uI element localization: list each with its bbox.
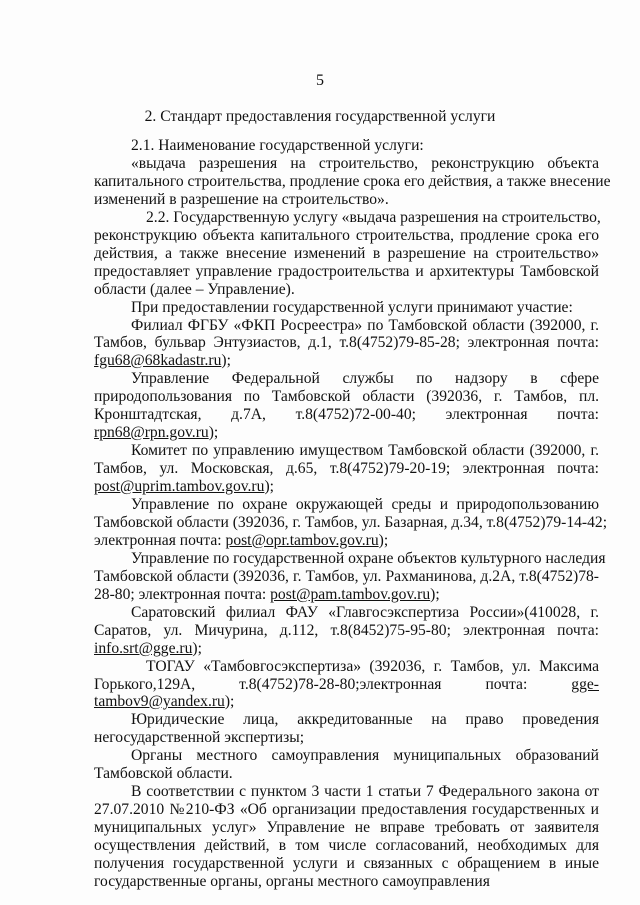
paragraph-line: осуществления действий, в том числе согласований, необходимых для [94,837,599,854]
paragraph-line: ТОГАУ «Тамбовгосэкспертиза» (392036, г. Тамбов, ул. Максима [146,658,599,675]
paragraph-line: 2.2. Государственную услугу «выдача разрешения на строительство, [146,209,601,226]
paragraph-line: Комитет по управлению имуществом Тамбовской области (392000, г. [131,442,599,459]
paragraph-line: Управление по охране окружающей среды и природопользованию [131,496,599,513]
paragraph-line: Тамбовской области. [94,765,233,782]
email-link[interactable]: fgu68@68kadastr.ru [94,352,222,369]
paragraph-line: rpn68@rpn.gov.ru); [94,424,219,441]
paragraph-line: предоставляет управление градостроительства и архитектуры Тамбовской [94,263,599,280]
email-link[interactable]: tambov9@yandex.ru [94,693,225,710]
paragraph-line: Кронштадтская, д.7А, т.8(4752)72-00-40; электронная почта: [94,406,599,423]
paragraph-line: изменений в разрешение на строительство». [94,191,389,208]
paragraph-line: области (далее – Управление). [94,281,295,298]
paragraph-line: электронная почта: post@opr.tambov.gov.ru); [94,532,389,549]
paragraph-line: действия, а также внесение изменений в разрешение на строительство» [94,245,599,262]
email-link[interactable]: info.srt@gge.ru [94,640,193,657]
email-link[interactable]: post@uprim.tambov.gov.ru [94,478,265,495]
email-link[interactable]: post@pam.tambov.gov.ru [270,586,431,603]
paragraph-line: 27.07.2010 №210-ФЗ «Об организации предоставления государственных и [94,801,599,818]
paragraph-line: Управление Федеральной службы по надзору в сфере [131,370,599,387]
paragraph-line: Саратовский филиал ФАУ «Главгосэкспертиза России»(410028, г. [131,604,599,621]
paragraph-line: Тамбовской области (392036, г. Тамбов, ул. Базарная, д.34, т.8(4752)79-14-42; [94,514,608,531]
page-number: 5 [316,72,324,89]
paragraph-line: Тамбов, ул. Московская, д.65, т.8(4752)79-20-19; электронная почта: [94,460,599,477]
paragraph-line: Филиал ФГБУ «ФКП Росреестра» по Тамбовской области (392000, г. [131,317,599,334]
paragraph-line: муниципальных услуг» Управление не вправе требовать от заявителя [94,819,599,836]
paragraph-line: tambov9@yandex.ru); [94,693,235,710]
paragraph-line: негосударственной экспертизы; [94,729,305,746]
paragraph-line: post@uprim.tambov.gov.ru); [94,478,274,495]
paragraph-line: 2.1. Наименование государственной услуги: [131,137,424,154]
paragraph-line: Горького,129А, т.8(4752)78-28-80;электронная почта: gge- [94,676,599,693]
paragraph-line: info.srt@gge.ru); [94,640,202,657]
paragraph-line: получения государственной услуги и связанных с обращением в иные [94,855,599,872]
paragraph-line: Саратов, ул. Мичурина, д.112, т.8(8452)75-95-80; электронная почта: [94,622,599,639]
paragraph-line: капитального строительства, продление срока его действия, а также внесение [94,173,611,190]
paragraph-line: В соответствии с пунктом 3 части 1 статьи 7 Федерального закона от [131,783,599,800]
paragraph-line: fgu68@68kadastr.ru); [94,352,231,369]
paragraph-line: Тамбов, бульвар Энтузиастов, д.1, т.8(4752)79-85-28; электронная почта: [94,334,599,351]
paragraph-line: «выдача разрешения на строительство, реконструкцию объекта [131,155,599,172]
paragraph-line: Управление по государственной охране объектов культурного наследия [131,550,606,567]
paragraph-line: 28-80; электронная почта: post@pam.tambov.gov.ru); [94,586,440,603]
paragraph-line: Органы местного самоуправления муниципальных образований [131,747,599,764]
email-link[interactable]: gge- [571,676,599,693]
paragraph-line: государственные органы, органы местного самоуправления [94,873,490,890]
paragraph-line: Тамбовской области (392036, г. Тамбов, ул. Рахманинова, д.2А, т.8(4752)78- [94,568,599,585]
paragraph-line: Юридические лица, аккредитованные на право проведения [131,711,599,728]
section-heading: 2. Стандарт предоставления государственной услуги [144,108,496,125]
paragraph-line: реконструкцию объекта капитального строительства, продление срока его [94,227,599,244]
email-link[interactable]: post@opr.tambov.gov.ru [225,532,379,549]
paragraph-line: природопользования по Тамбовской области (392036, г. Тамбов, пл. [94,388,599,405]
email-link[interactable]: rpn68@rpn.gov.ru [94,424,209,441]
paragraph-line: При предоставлении государственной услуги принимают участие: [131,299,573,316]
